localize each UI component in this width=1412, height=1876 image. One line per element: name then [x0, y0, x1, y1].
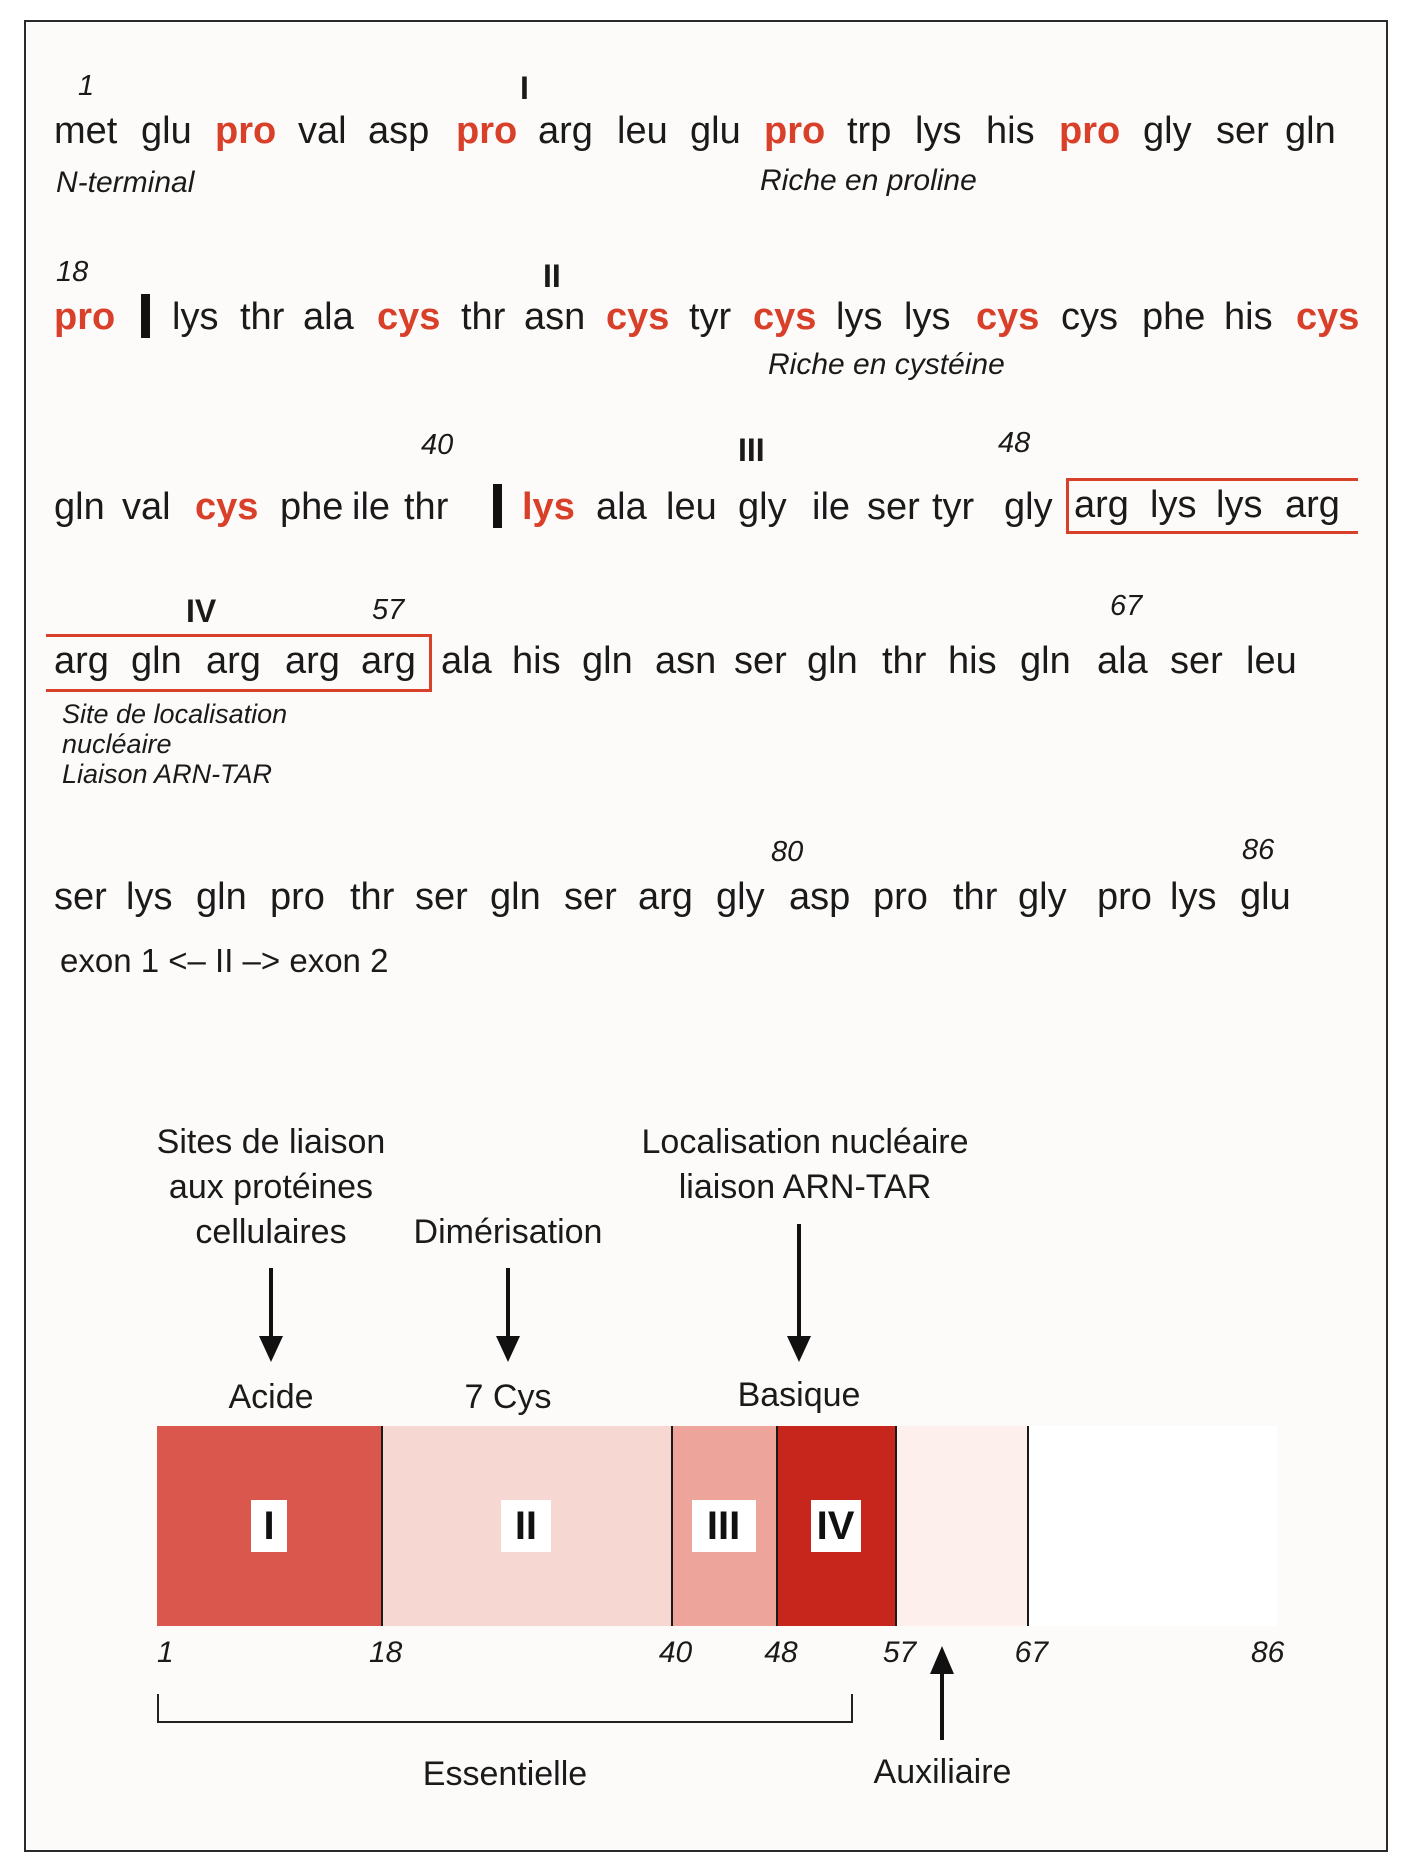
residue-basic: arg	[54, 640, 109, 682]
residue: asn	[655, 640, 717, 682]
domain-label-IV: IV	[811, 1500, 861, 1552]
residue: thr	[882, 640, 927, 682]
residue-cysteine: cys	[195, 486, 259, 528]
residue: tyr	[689, 296, 732, 338]
residue-basic: arg	[206, 640, 261, 682]
label-line: liaison ARN-TAR	[678, 1168, 932, 1206]
residue: thr	[404, 486, 449, 528]
residue: ala	[1097, 640, 1148, 682]
label-dimerisation: Dimérisation	[413, 1213, 603, 1251]
residue-lysine: lys	[522, 486, 575, 528]
residue-cysteine: cys	[377, 296, 441, 338]
residue: ala	[303, 296, 354, 338]
residue: gln	[196, 876, 247, 918]
residue: pro	[270, 876, 325, 918]
residue-basic: arg	[1285, 484, 1340, 526]
residue: gly	[738, 486, 787, 528]
residue: phe	[280, 486, 344, 528]
residue: trp	[847, 110, 892, 152]
residue: his	[986, 110, 1035, 152]
label-line: Sites de liaison	[156, 1123, 386, 1161]
residue: ser	[564, 876, 617, 918]
arrow-down-basique	[787, 1224, 811, 1362]
residue-proline: pro	[456, 110, 518, 152]
residue: arg	[538, 110, 593, 152]
residue-cysteine: cys	[753, 296, 817, 338]
residue: glu	[1240, 876, 1291, 918]
residue-basic: arg	[361, 640, 416, 682]
residue: lys	[126, 876, 173, 918]
position-label: 48	[764, 1636, 798, 1669]
label-acide: Acide	[228, 1378, 314, 1416]
residue-basic: arg	[1074, 484, 1129, 526]
residue: glu	[690, 110, 741, 152]
domain-segment-extra	[895, 1426, 1027, 1626]
residue-number-86: 86	[1242, 834, 1275, 866]
label-line: cellulaires	[195, 1213, 347, 1251]
residue: gly	[1143, 110, 1192, 152]
residue-number-40: 40	[421, 429, 454, 461]
residue: ala	[596, 486, 647, 528]
residue: pro	[1097, 876, 1152, 918]
domain-label-II: II	[501, 1500, 551, 1552]
residue: his	[948, 640, 997, 682]
residue: thr	[350, 876, 395, 918]
residue-cysteine: cys	[976, 296, 1040, 338]
residue-number-48: 48	[998, 427, 1031, 459]
residue-proline: pro	[215, 110, 277, 152]
residue: tyr	[932, 486, 975, 528]
residue: asn	[524, 296, 586, 338]
label-basique: Basique	[737, 1376, 861, 1414]
residue-cysteine: cys	[606, 296, 670, 338]
domain-label-I: I	[251, 1500, 287, 1552]
domain-label-III: III	[692, 1500, 756, 1552]
domain-marker-IV: IV	[186, 593, 217, 629]
position-label: 86	[1251, 1636, 1285, 1669]
residue-number-67: 67	[1110, 590, 1143, 622]
residue: lys	[1170, 876, 1217, 918]
residue: asp	[368, 110, 430, 152]
residue: gln	[1285, 110, 1336, 152]
residue: thr	[953, 876, 998, 918]
residue: gly	[1004, 486, 1053, 528]
residue: gly	[716, 876, 765, 918]
label-auxiliaire: Auxiliaire	[873, 1753, 1012, 1791]
label-line: aux protéines	[168, 1168, 374, 1206]
residue-number-1: 1	[78, 70, 95, 102]
note-proline-rich: Riche en proline	[760, 164, 977, 197]
residue: ile	[352, 486, 391, 528]
note-nls-1: Site de localisation	[62, 699, 288, 729]
position-label: 18	[369, 1636, 403, 1669]
position-label: 1	[157, 1636, 174, 1669]
domain-marker-I: I	[520, 70, 529, 106]
label-7-cys: 7 Cys	[464, 1378, 552, 1416]
residue: ser	[54, 876, 107, 918]
residue: asp	[789, 876, 851, 918]
residue: lys	[915, 110, 962, 152]
residue-basic: lys	[1150, 484, 1197, 526]
label-essentielle: Essentielle	[422, 1755, 588, 1793]
residue: met	[54, 110, 118, 152]
residue: phe	[1142, 296, 1206, 338]
residue: leu	[666, 486, 717, 528]
residue: pro	[873, 876, 928, 918]
label-line: Localisation nucléaire	[641, 1123, 969, 1161]
position-label: 57	[882, 1636, 917, 1669]
residue: leu	[617, 110, 668, 152]
residue: gln	[807, 640, 858, 682]
residue: cys	[1061, 296, 1118, 338]
position-label: 67	[1014, 1636, 1049, 1669]
arrow-up-auxiliaire	[930, 1646, 954, 1740]
residue: his	[512, 640, 561, 682]
residue: ser	[415, 876, 468, 918]
residue: lys	[836, 296, 883, 338]
domain-segment-extra	[1027, 1426, 1277, 1626]
residue: gly	[1018, 876, 1067, 918]
residue: lys	[904, 296, 951, 338]
arrow-down-cys	[496, 1268, 520, 1362]
residue: ser	[867, 486, 920, 528]
residue-basic: gln	[131, 640, 182, 682]
residue: leu	[1246, 640, 1297, 682]
residue: glu	[141, 110, 192, 152]
residue-proline: pro	[1059, 110, 1121, 152]
residue-number-80: 80	[771, 836, 804, 868]
note-tar-binding: Liaison ARN-TAR	[62, 759, 273, 789]
residue-number-57: 57	[372, 594, 405, 626]
residue: gln	[54, 486, 105, 528]
position-label: 40	[658, 1636, 693, 1669]
residue: ile	[812, 486, 851, 528]
residue: ser	[1170, 640, 1223, 682]
residue: ser	[1216, 110, 1269, 152]
residue: lys	[172, 296, 219, 338]
residue-proline: pro	[54, 296, 116, 338]
exon-boundary-label: exon 1 <– II –> exon 2	[60, 942, 389, 979]
residue: val	[122, 486, 171, 528]
residue: ala	[441, 640, 492, 682]
domain-marker-III: III	[738, 432, 765, 468]
note-cysteine-rich: Riche en cystéine	[768, 348, 1005, 381]
residue: arg	[638, 876, 693, 918]
residue: thr	[240, 296, 285, 338]
note-nls-2: nucléaire	[62, 729, 172, 759]
residue: gln	[490, 876, 541, 918]
residue: his	[1224, 296, 1273, 338]
residue: val	[298, 110, 347, 152]
residue: gln	[582, 640, 633, 682]
residue-number-18: 18	[56, 256, 89, 288]
residue-proline: pro	[764, 110, 826, 152]
arrow-down-acide	[259, 1268, 283, 1362]
note-n-terminal: N-terminal	[56, 166, 195, 199]
residue: gln	[1020, 640, 1071, 682]
residue-basic: lys	[1216, 484, 1263, 526]
domain-marker-II: II	[543, 258, 561, 294]
residue: thr	[461, 296, 506, 338]
residue: ser	[734, 640, 787, 682]
residue-basic: arg	[285, 640, 340, 682]
residue-cysteine: cys	[1296, 296, 1360, 338]
essential-bracket	[158, 1694, 852, 1722]
